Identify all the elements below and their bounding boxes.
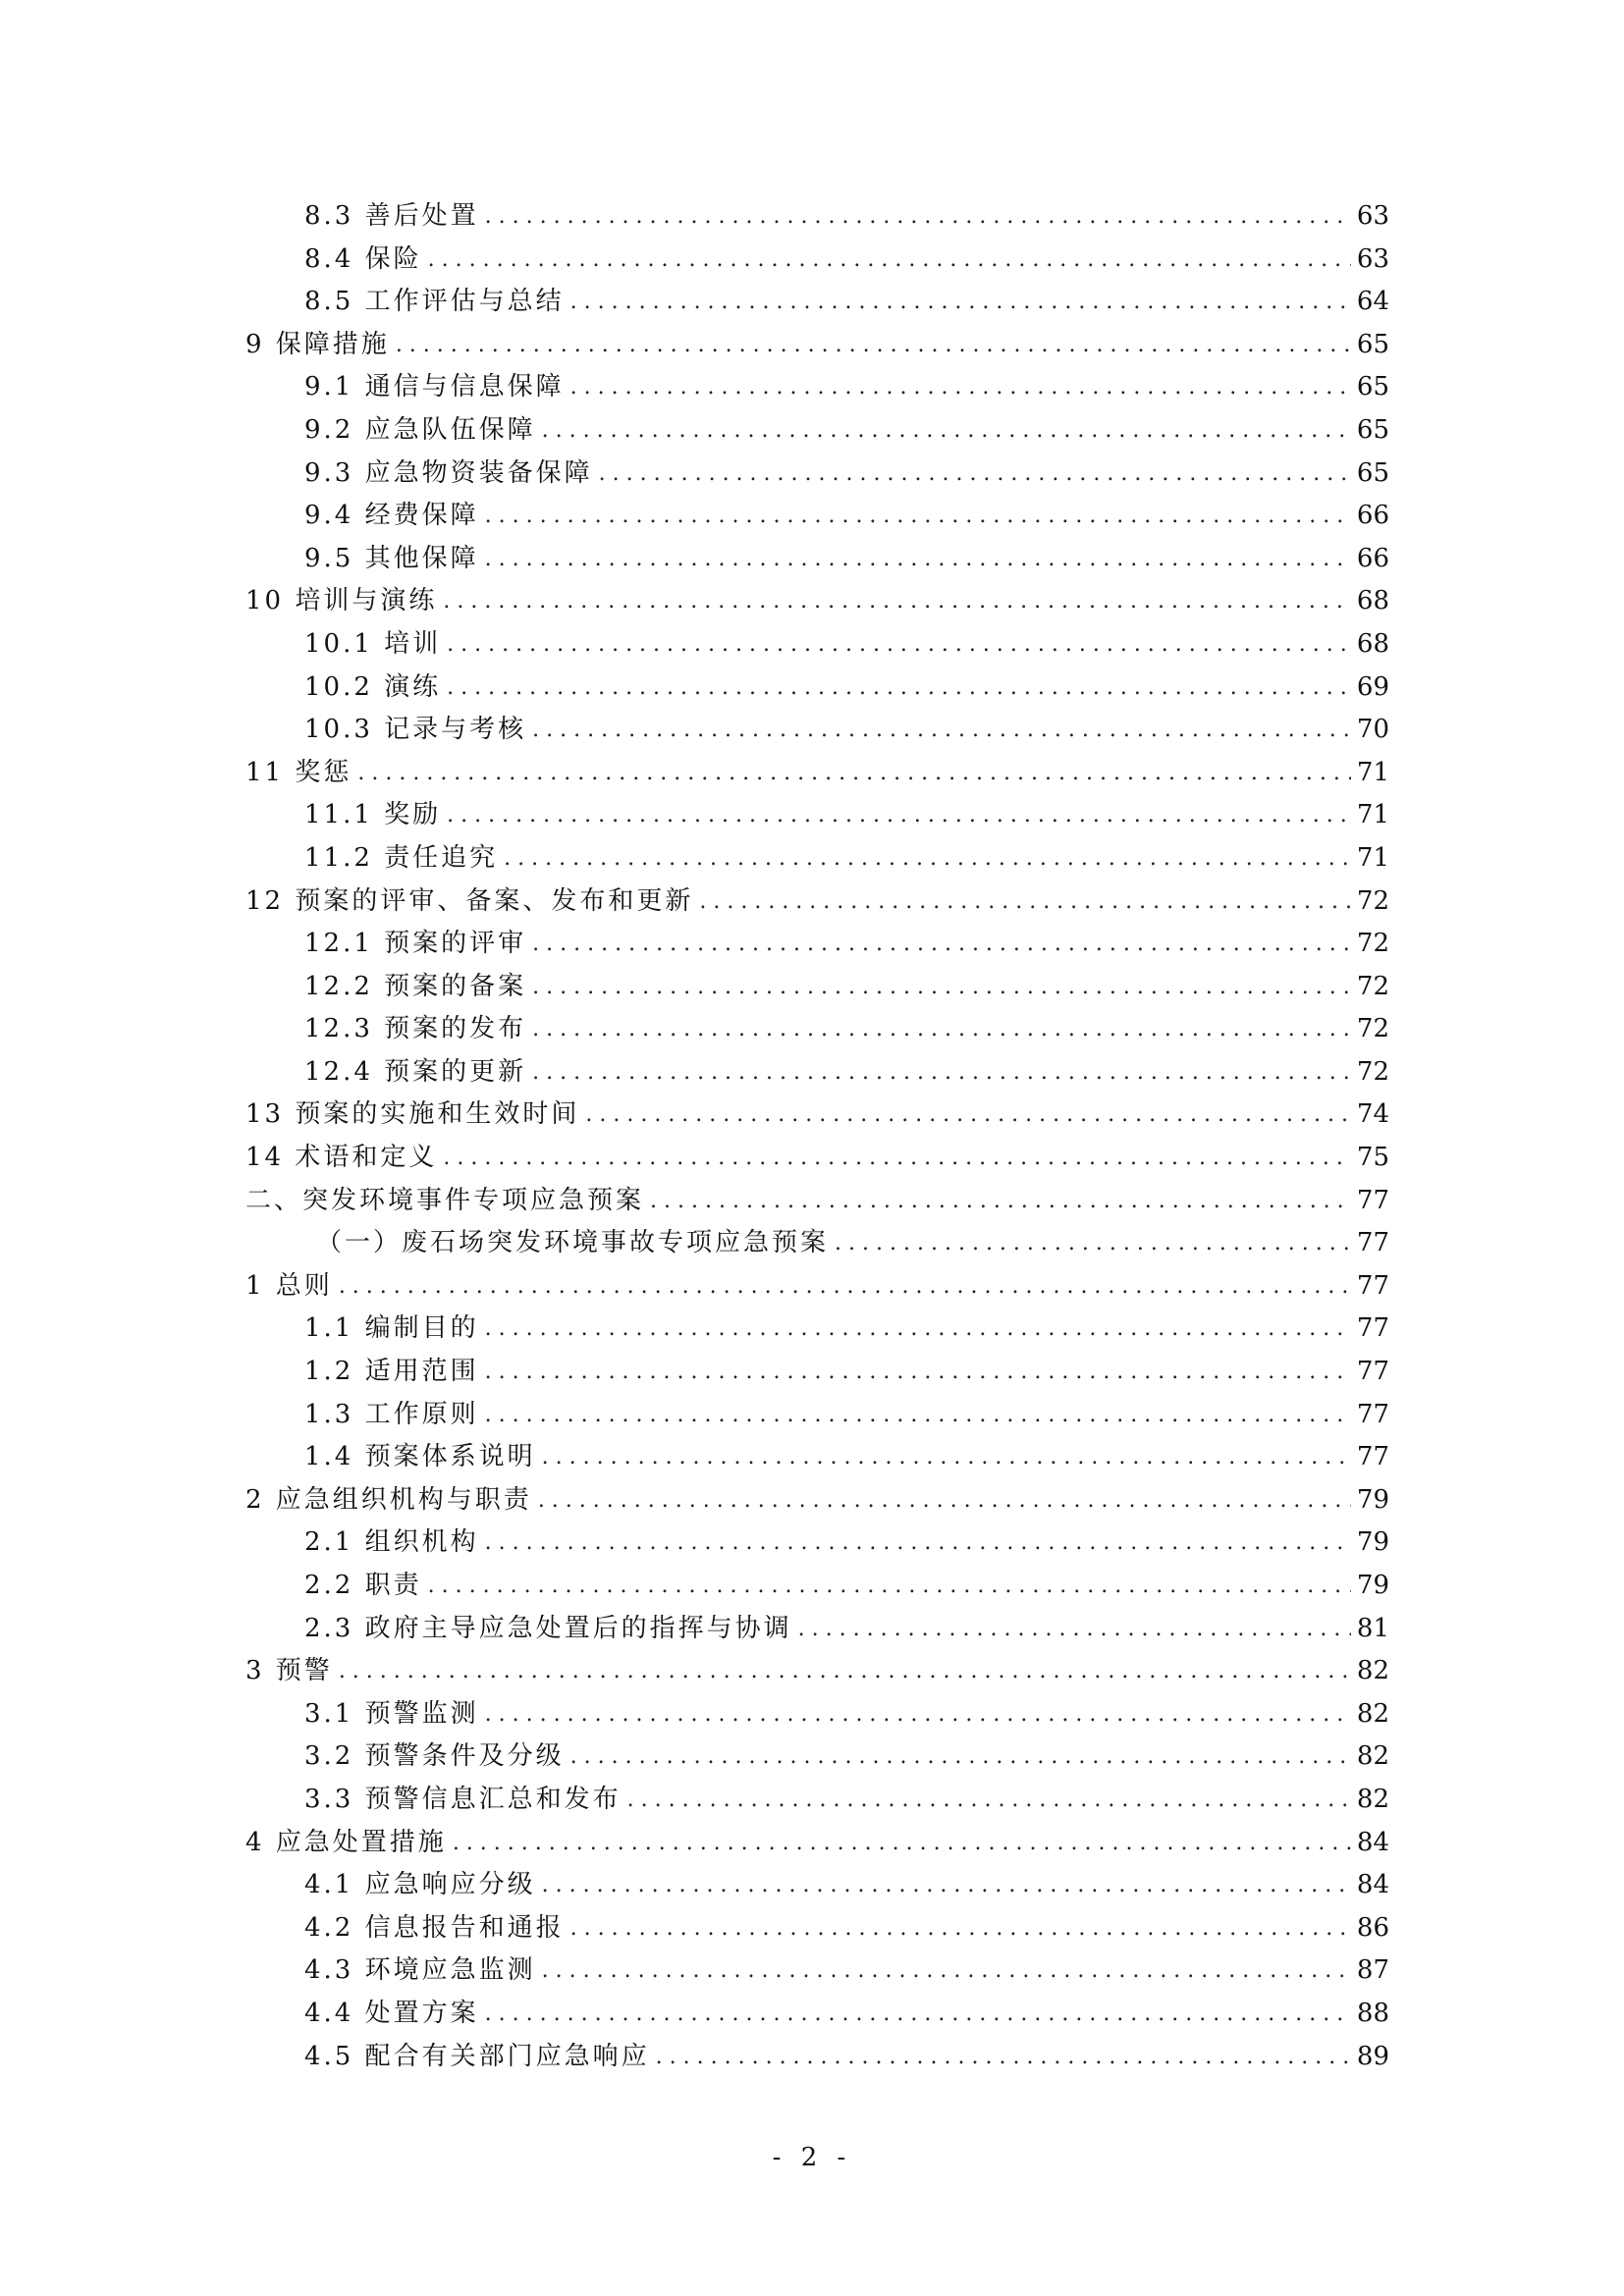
toc-entry[interactable]	[245, 1993, 1389, 2036]
toc-dot-leader	[532, 709, 1351, 752]
toc-entry-title: 10.1 培训	[304, 628, 442, 659]
toc-dot-leader	[542, 1864, 1351, 1907]
toc-entry[interactable]	[245, 580, 1389, 623]
toc-entry-title: 1 总则	[245, 1270, 333, 1301]
toc-entry[interactable]	[245, 881, 1389, 924]
toc-entry[interactable]	[245, 752, 1389, 795]
toc-entry-page: 77	[1356, 1313, 1389, 1344]
table-of-contents	[245, 195, 1389, 2078]
toc-entry-title: 9.1 通信与信息保障	[304, 372, 565, 402]
toc-entry-title: 9.5 其他保障	[304, 543, 479, 573]
toc-entry-page: 77	[1356, 1185, 1389, 1215]
toc-dot-leader	[656, 2036, 1351, 2079]
toc-entry-page: 71	[1356, 757, 1389, 787]
toc-entry[interactable]	[245, 1094, 1389, 1137]
toc-entry-page: 63	[1356, 243, 1389, 274]
toc-entry-page: 68	[1356, 586, 1389, 616]
toc-entry-page: 87	[1356, 1955, 1389, 1986]
toc-entry[interactable]	[245, 623, 1389, 667]
toc-entry[interactable]	[245, 1051, 1389, 1095]
toc-dot-leader	[485, 1522, 1351, 1565]
page-number: - 2 -	[772, 2143, 852, 2172]
toc-dot-leader	[339, 1265, 1351, 1308]
toc-entry-title: 12.4 预案的更新	[304, 1056, 527, 1087]
toc-entry-title: 3.1 预警监测	[304, 1698, 479, 1729]
toc-dot-leader	[447, 794, 1351, 837]
toc-entry[interactable]	[245, 495, 1389, 538]
toc-entry[interactable]	[245, 2036, 1389, 2079]
toc-entry-title: 2 应急组织机构与职责	[245, 1484, 532, 1515]
toc-entry-title: 2.1 组织机构	[304, 1527, 479, 1558]
toc-dot-leader	[532, 923, 1351, 966]
toc-entry[interactable]	[245, 366, 1389, 409]
toc-dot-leader	[532, 966, 1351, 1009]
toc-dot-leader	[798, 1608, 1351, 1651]
toc-entry-title: 14 术语和定义	[245, 1143, 438, 1173]
toc-entry[interactable]	[245, 1693, 1389, 1736]
toc-entry-title: 13 预案的实施和生效时间	[245, 1099, 580, 1130]
toc-dot-leader	[699, 881, 1351, 924]
toc-entry-page: 82	[1356, 1698, 1389, 1729]
toc-dot-leader	[650, 1180, 1351, 1223]
toc-dot-leader	[542, 1436, 1351, 1479]
toc-entry[interactable]	[245, 966, 1389, 1009]
toc-dot-leader	[447, 623, 1351, 667]
toc-entry-title: 3.3 预警信息汇总和发布	[304, 1784, 622, 1814]
toc-entry[interactable]	[245, 409, 1389, 453]
toc-dot-leader	[538, 1479, 1351, 1522]
toc-entry-page: 65	[1356, 457, 1389, 488]
toc-entry-title: 4.1 应急响应分级	[304, 1870, 536, 1900]
toc-entry[interactable]	[245, 538, 1389, 581]
toc-dot-leader	[585, 1094, 1351, 1137]
toc-dot-leader	[357, 752, 1351, 795]
toc-entry-page: 77	[1356, 1399, 1389, 1429]
toc-entry-page: 82	[1356, 1741, 1389, 1772]
toc-entry-title: 2.2 职责	[304, 1571, 422, 1600]
toc-entry-title: （一）废石场突发环境事故专项应急预案	[316, 1228, 830, 1258]
toc-entry-page: 70	[1356, 715, 1389, 745]
toc-dot-leader	[485, 1993, 1351, 2036]
toc-entry-page: 72	[1356, 885, 1389, 916]
toc-dot-leader	[443, 580, 1351, 623]
toc-entry-page: 72	[1356, 1014, 1389, 1044]
toc-entry-title: 4.3 环境应急监测	[304, 1955, 536, 1986]
toc-entry[interactable]	[245, 1735, 1389, 1779]
toc-dot-leader	[485, 1394, 1351, 1437]
toc-dot-leader	[485, 195, 1351, 239]
toc-dot-leader	[599, 453, 1351, 496]
toc-entry[interactable]	[245, 1822, 1389, 1865]
toc-dot-leader	[485, 1308, 1351, 1351]
toc-dot-leader	[532, 1008, 1351, 1051]
toc-dot-leader	[504, 837, 1351, 881]
toc-entry-title: 9.3 应急物资装备保障	[304, 457, 593, 488]
toc-dot-leader	[485, 495, 1351, 538]
toc-entry[interactable]	[245, 1137, 1389, 1180]
toc-entry-title: 11 奖惩	[245, 757, 352, 787]
toc-entry-title: 1.1 编制目的	[304, 1313, 479, 1344]
toc-entry-page: 72	[1356, 929, 1389, 959]
toc-entry-title: 12.3 预案的发布	[304, 1014, 527, 1044]
toc-entry-page: 74	[1356, 1099, 1389, 1130]
toc-entry[interactable]	[245, 1608, 1389, 1651]
toc-entry-page: 71	[1356, 842, 1389, 873]
toc-dot-leader	[453, 1822, 1351, 1865]
toc-entry-page: 75	[1356, 1143, 1389, 1173]
toc-entry[interactable]	[245, 1180, 1389, 1223]
toc-entry-page: 77	[1356, 1357, 1389, 1387]
toc-entry-page: 79	[1356, 1571, 1389, 1600]
toc-entry[interactable]	[245, 1907, 1389, 1950]
toc-dot-leader	[570, 281, 1351, 324]
toc-entry-page: 65	[1356, 372, 1389, 402]
toc-dot-leader	[447, 667, 1351, 710]
toc-dot-leader	[339, 1650, 1351, 1693]
toc-entry-page: 82	[1356, 1656, 1389, 1686]
toc-entry-title: 4.4 处置方案	[304, 1998, 479, 2028]
toc-entry-page: 66	[1356, 543, 1389, 573]
toc-entry[interactable]	[245, 1949, 1389, 1993]
toc-entry-page: 77	[1356, 1270, 1389, 1301]
toc-entry-page: 81	[1356, 1613, 1389, 1643]
toc-dot-leader	[443, 1137, 1351, 1180]
toc-entry[interactable]	[245, 709, 1389, 752]
toc-entry-page: 86	[1356, 1912, 1389, 1943]
toc-dot-leader	[835, 1222, 1351, 1265]
toc-dot-leader	[570, 366, 1351, 409]
toc-dot-leader	[542, 1949, 1351, 1993]
toc-dot-leader	[396, 324, 1351, 367]
toc-entry-page: 79	[1356, 1527, 1389, 1558]
toc-entry-page: 89	[1356, 2041, 1389, 2071]
toc-entry-title: 9.4 经费保障	[304, 501, 479, 531]
toc-entry-title: 8.3 善后处置	[304, 201, 479, 231]
toc-dot-leader	[485, 538, 1351, 581]
toc-entry-page: 64	[1356, 287, 1389, 317]
toc-entry-title: 9.2 应急队伍保障	[304, 414, 536, 445]
toc-dot-leader	[532, 1051, 1351, 1095]
toc-dot-leader	[542, 409, 1351, 453]
toc-entry[interactable]	[245, 195, 1389, 239]
toc-entry-page: 72	[1356, 1056, 1389, 1087]
toc-entry-title: 10 培训与演练	[245, 586, 438, 616]
toc-entry-title: 1.4 预案体系说明	[304, 1442, 536, 1472]
toc-entry[interactable]	[245, 1479, 1389, 1522]
toc-entry-title: 4.2 信息报告和通报	[304, 1912, 565, 1943]
toc-entry[interactable]	[245, 1864, 1389, 1907]
toc-entry[interactable]	[245, 794, 1389, 837]
toc-entry-title: 4 应急处置措施	[245, 1827, 447, 1857]
toc-entry-page: 68	[1356, 628, 1389, 659]
toc-entry[interactable]	[245, 1308, 1389, 1351]
toc-entry[interactable]	[245, 1436, 1389, 1479]
toc-entry-title: 11.2 责任追究	[304, 842, 499, 873]
toc-entry[interactable]	[245, 1394, 1389, 1437]
toc-entry-page: 71	[1356, 800, 1389, 830]
toc-entry[interactable]	[245, 1565, 1389, 1608]
toc-entry-title: 10.2 演练	[304, 671, 442, 702]
toc-entry-page: 66	[1356, 501, 1389, 531]
toc-entry-title: 3 预警	[245, 1656, 333, 1686]
toc-entry[interactable]	[245, 923, 1389, 966]
toc-entry-title: 10.3 记录与考核	[304, 715, 527, 745]
toc-dot-leader	[485, 1693, 1351, 1736]
toc-entry-title: 12.1 预案的评审	[304, 929, 527, 959]
toc-entry-title: 12.2 预案的备案	[304, 971, 527, 1001]
toc-entry[interactable]	[245, 239, 1389, 282]
toc-entry[interactable]	[245, 1222, 1389, 1265]
toc-entry-title: 8.4 保险	[304, 243, 422, 274]
toc-entry-page: 65	[1356, 414, 1389, 445]
toc-entry-title: 8.5 工作评估与总结	[304, 287, 565, 317]
toc-entry-page: 65	[1356, 329, 1389, 359]
toc-entry-title: 1.3 工作原则	[304, 1399, 479, 1429]
toc-entry[interactable]	[245, 1265, 1389, 1308]
toc-entry-title: 3.2 预警条件及分级	[304, 1741, 565, 1772]
toc-entry-page: 88	[1356, 1998, 1389, 2028]
toc-entry-page: 79	[1356, 1484, 1389, 1515]
toc-dot-leader	[428, 1565, 1351, 1608]
toc-entry-title: 12 预案的评审、备案、发布和更新	[245, 885, 694, 916]
toc-entry-title: 2.3 政府主导应急处置后的指挥与协调	[304, 1613, 792, 1643]
toc-entry[interactable]	[245, 1650, 1389, 1693]
toc-dot-leader	[627, 1779, 1351, 1822]
toc-entry-page: 72	[1356, 971, 1389, 1001]
toc-entry[interactable]	[245, 1008, 1389, 1051]
toc-entry[interactable]	[245, 453, 1389, 496]
toc-entry[interactable]	[245, 281, 1389, 324]
toc-entry[interactable]	[245, 667, 1389, 710]
toc-dot-leader	[485, 1351, 1351, 1394]
toc-dot-leader	[570, 1735, 1351, 1779]
toc-entry-page: 84	[1356, 1827, 1389, 1857]
toc-entry-page: 82	[1356, 1784, 1389, 1814]
toc-dot-leader	[570, 1907, 1351, 1950]
toc-entry-page: 77	[1356, 1442, 1389, 1472]
toc-dot-leader	[428, 239, 1351, 282]
toc-entry-title: 1.2 适用范围	[304, 1357, 479, 1387]
toc-entry[interactable]	[245, 1779, 1389, 1822]
toc-entry-title: 4.5 配合有关部门应急响应	[304, 2041, 650, 2071]
toc-entry-page: 84	[1356, 1870, 1389, 1900]
toc-entry[interactable]	[245, 837, 1389, 881]
toc-entry-page: 77	[1356, 1228, 1389, 1258]
toc-entry[interactable]	[245, 1351, 1389, 1394]
toc-entry-title: 11.1 奖励	[304, 800, 442, 830]
toc-entry-page: 63	[1356, 201, 1389, 231]
toc-entry[interactable]	[245, 1522, 1389, 1565]
toc-entry-title: 9 保障措施	[245, 329, 390, 359]
toc-entry[interactable]	[245, 324, 1389, 367]
toc-entry-page: 69	[1356, 671, 1389, 702]
toc-entry-title: 二、突发环境事件专项应急预案	[245, 1185, 645, 1215]
